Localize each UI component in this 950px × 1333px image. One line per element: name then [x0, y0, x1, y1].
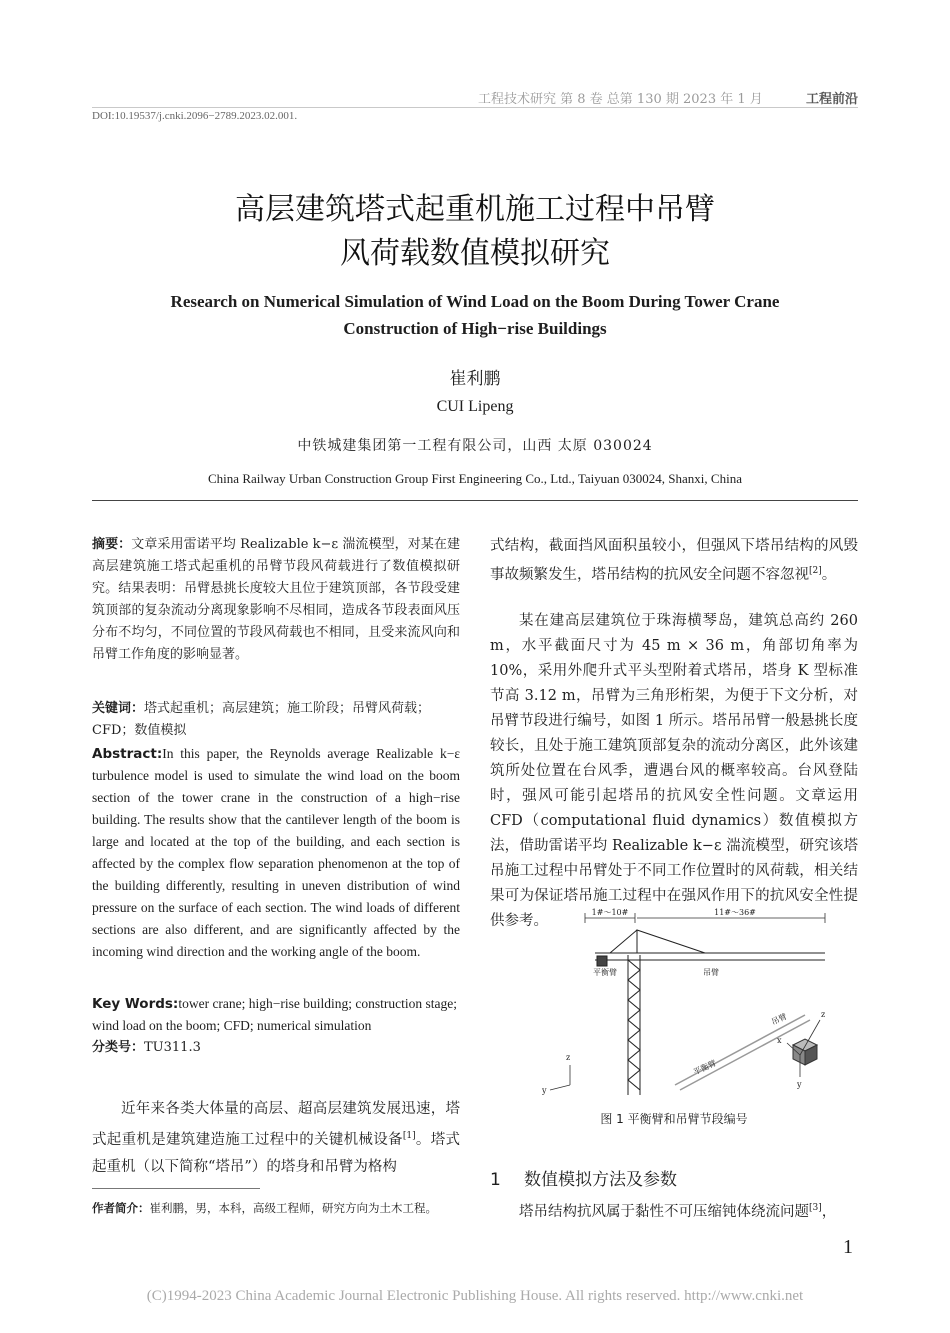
fig-axis-y: y: [542, 1086, 547, 1095]
abstract-en-text: In this paper, the Reynolds average Realizable k−ε turbulence model is used to simulate the wind load on the boom section of the tower crane in the construction of a high−rise building. The results show that the cantilever length of the boom is large and located at the top of the building, and each section is affected by the complex flow separation phenomenon at the top of the building differently, resulting in uneven distribution of wind pressure on the surface of each section. The wind loads of different sections are also different, and are significantly affected by the incoming wind direction and the working angle of the boom.: [92, 746, 460, 959]
boom-3d-sketch: [675, 1015, 810, 1090]
intro-cont-text: 式结构，截面挡风面积虽较小，但强风下塔吊结构的风毁事故频繁发生，塔吊结构的抗风安全问题不容忽视: [490, 538, 858, 583]
keywords-zh-text: 塔式起重机；高层建筑；施工阶段；吊臂风荷载；CFD；数值模拟: [92, 701, 431, 738]
author-note: [92, 1200, 437, 1216]
fig-axis-z-3d: z: [821, 1010, 826, 1019]
fig-label-counter-3d: 平衡臂: [692, 1058, 718, 1077]
fig-label-counter-jib: 平衡臂: [593, 968, 617, 977]
intro-cont-end: 。: [821, 566, 837, 583]
keywords-zh: [92, 698, 460, 742]
classification-text: TU311.3: [144, 1040, 201, 1055]
author-zh: 崔利鹏: [449, 369, 501, 389]
intro-paragraph: [92, 1096, 460, 1181]
fig-label-left-range: 1#～10#: [591, 908, 629, 917]
abstract-en: [92, 743, 460, 963]
affiliation-zh: 中铁城建集团第一工程有限公司，山西 太原 030024: [297, 438, 653, 454]
fig-label-boom: 吊臂: [703, 968, 719, 977]
abstract-zh-label: 摘要：: [92, 537, 132, 552]
author-en: CUI Lipeng: [436, 398, 514, 415]
keywords-en: [92, 993, 460, 1037]
keywords-zh-label: 关键词：: [92, 701, 145, 716]
section-number: 1: [490, 1170, 501, 1190]
copyright-footer: (C)1994-2023 China Academic Journal Electronic Publishing House. All rights reserved. http://www.cnki.net: [146, 1288, 804, 1304]
title-zh-line1: 高层建筑塔式起重机施工过程中吊臂: [235, 192, 715, 227]
intro-text: 近年来各类大体量的高层、超高层建筑发展迅速，塔式起重机是建筑建造施工过程中的关键机械设备: [92, 1101, 460, 1148]
intro-continued: [490, 534, 858, 588]
fig-axis-z: z: [566, 1053, 571, 1062]
title-en-line2: Construction of High−rise Buildings: [343, 319, 607, 338]
tower-crane-figure: [525, 905, 855, 1101]
abstract-zh: [92, 534, 460, 666]
affiliation-en: China Railway Urban Construction Group First Engineering Co., Ltd., Taiyuan 030024, Shanxi, China: [208, 471, 742, 486]
citation-3[interactable]: [3]: [809, 1203, 822, 1213]
author-note-text: 崔利鹏，男，本科，高级工程师，研究方向为土木工程。: [149, 1201, 437, 1215]
section-label: 工程前沿: [805, 92, 858, 107]
title-zh-line2: 风荷载数值模拟研究: [340, 236, 610, 271]
classification-label: 分类号：: [92, 1040, 145, 1055]
fig-label-right-range: 11#～36#: [714, 908, 756, 917]
section-text: [490, 1196, 858, 1225]
running-head: [478, 88, 858, 107]
section-text-body: 塔吊结构抗风属于黏性不可压缩钝体绕流问题: [519, 1203, 809, 1220]
title-en: [0, 288, 950, 342]
abstract-zh-text: 文章采用雷诺平均 Realizable k−ε 湍流模型，对某在建高层建筑施工塔式起重机的吊臂节段风荷载进行了数值模拟研究。结果表明：吊臂悬挑长度较大且位于建筑顶部，各节段受建筑顶部的复杂流动分离现象影响不尽相同，造成各节段表面风压分布不均匀，不同位置的节段风荷载也不相同，且受来流风向和吊臂工作角度的影响显著。: [92, 537, 460, 662]
header-rule: [92, 107, 858, 108]
fig-axis-y-3d: y: [797, 1080, 802, 1089]
keywords-en-label: Key Words:: [92, 996, 179, 1012]
section-heading: [490, 1165, 677, 1190]
citation-1[interactable]: [1]: [402, 1131, 416, 1141]
title-en-line1: Research on Numerical Simulation of Wind Load on the Boom During Tower Crane: [170, 292, 780, 311]
fig-axis-x-3d: x: [777, 1036, 782, 1045]
abstract-en-label: Abstract:: [92, 746, 163, 762]
citation-2[interactable]: [2]: [809, 566, 822, 576]
doi[interactable]: DOI:10.19537/j.cnki.2096−2789.2023.02.001.: [92, 110, 298, 122]
crane-mast: [628, 955, 640, 1095]
intro-text-end: 。塔式起重机（以下简称“塔吊”）的塔身和吊臂为格构: [92, 1131, 460, 1175]
author-note-label: 作者简介：: [92, 1201, 150, 1215]
journal-line: 工程技术研究 第 8 卷 总第 130 期 2023 年 1 月: [478, 92, 763, 107]
title-zh: [0, 188, 950, 276]
fig-label-boom-3d: 吊臂: [770, 1011, 789, 1027]
page-number: 1: [843, 1236, 853, 1258]
keywords-en-text: tower crane; high−rise building; construction stage; wind load on the boom; CFD; numerical simulation: [92, 996, 457, 1033]
footnote-rule: [92, 1188, 260, 1189]
classification: [92, 1037, 460, 1059]
figure-caption: 图 1 平衡臂和吊臂节段编号: [600, 1112, 748, 1126]
intro-paragraph-2: 某在建高层建筑位于珠海横琴岛，建筑总高约 260 m，水平截面尺寸为 45 m × 36 m，角部切角率为 10%，采用外爬升式平头型附着式塔吊，塔身 K 型标准节高 3.12 m，吊臂为三角形桁架，为便于下文分析，对吊臂节段进行编号，如图 1 所示。塔吊吊臂一般悬挑长度较长，且处于施工建筑顶部复杂的流动分离区，此外该建筑所处位置在台风季，遭遇台风的概率较高。台风登陆时，强风可能引起塔吊的抗风安全性问题。文章运用 CFD（computational fluid dynamics）数值模拟方法，借助雷诺平均 Realizable k−ε 湍流模型，研究该塔吊施工过程中吊臂处于不同工作位置时的风荷载，相关结果可为保证塔吊施工过程中在强风作用下的抗风安全性提供参考。: [490, 613, 858, 929]
top-rule: [92, 500, 858, 501]
section-title: 数值模拟方法及参数: [524, 1170, 677, 1190]
section-text-end: ，: [821, 1203, 837, 1220]
